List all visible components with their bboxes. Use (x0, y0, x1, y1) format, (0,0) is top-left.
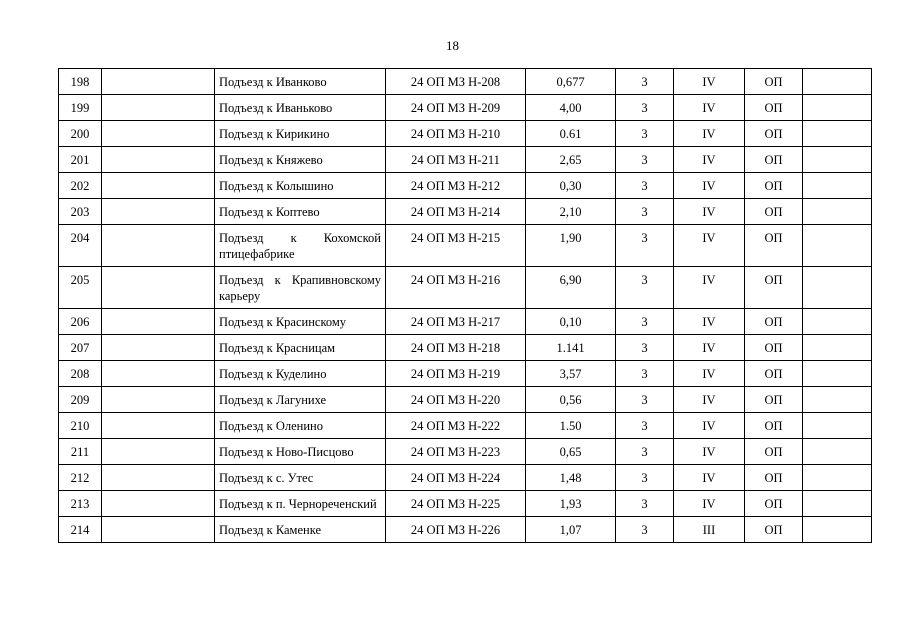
empty-cell (102, 147, 215, 173)
empty-cell (102, 465, 215, 491)
road-class: IV (674, 173, 745, 199)
empty-cell (102, 387, 215, 413)
road-code: 24 ОП МЗ Н-209 (386, 95, 526, 121)
road-significance: ОП (745, 517, 803, 543)
road-code: 24 ОП МЗ Н-219 (386, 361, 526, 387)
table-row (59, 173, 872, 199)
empty-cell (803, 335, 872, 361)
road-class: IV (674, 69, 745, 95)
row-number: 208 (59, 361, 102, 387)
empty-cell (102, 69, 215, 95)
road-class: IV (674, 121, 745, 147)
empty-cell (803, 95, 872, 121)
row-number: 199 (59, 95, 102, 121)
road-length: 1,07 (526, 517, 616, 543)
road-significance: ОП (745, 387, 803, 413)
empty-cell (102, 517, 215, 543)
road-code: 24 ОП МЗ Н-214 (386, 199, 526, 225)
road-category: 3 (616, 225, 674, 267)
table-row (59, 335, 872, 361)
row-number: 201 (59, 147, 102, 173)
road-class: IV (674, 361, 745, 387)
road-name: Подъезд к Крапивновскому карьеру (215, 267, 386, 309)
roads-table (58, 68, 872, 543)
road-category: 3 (616, 413, 674, 439)
road-class: IV (674, 309, 745, 335)
road-length: 6,90 (526, 267, 616, 309)
road-significance: ОП (745, 199, 803, 225)
road-name: Подъезд к Оленино (215, 413, 386, 439)
road-name: Подъезд к Иваньково (215, 95, 386, 121)
page-number: 18 (446, 38, 459, 53)
road-category: 3 (616, 361, 674, 387)
table-row (59, 361, 872, 387)
road-length: 1,93 (526, 491, 616, 517)
road-category: 3 (616, 387, 674, 413)
empty-cell (102, 225, 215, 267)
road-significance: ОП (745, 465, 803, 491)
row-number: 202 (59, 173, 102, 199)
empty-cell (102, 309, 215, 335)
road-code: 24 ОП МЗ Н-225 (386, 491, 526, 517)
road-significance: ОП (745, 147, 803, 173)
empty-cell (803, 199, 872, 225)
road-name: Подъезд к Куделино (215, 361, 386, 387)
empty-cell (102, 335, 215, 361)
row-number: 214 (59, 517, 102, 543)
road-code: 24 ОП МЗ Н-226 (386, 517, 526, 543)
row-number: 200 (59, 121, 102, 147)
road-name: Подъезд к Колышино (215, 173, 386, 199)
road-class: IV (674, 147, 745, 173)
road-category: 3 (616, 465, 674, 491)
road-length: 2,10 (526, 199, 616, 225)
table-row (59, 267, 872, 309)
road-code: 24 ОП МЗ Н-210 (386, 121, 526, 147)
road-code: 24 ОП МЗ Н-208 (386, 69, 526, 95)
road-category: 3 (616, 267, 674, 309)
table-row (59, 69, 872, 95)
empty-cell (102, 95, 215, 121)
empty-cell (803, 69, 872, 95)
road-class: III (674, 517, 745, 543)
table-body (59, 69, 872, 543)
road-class: IV (674, 413, 745, 439)
road-code: 24 ОП МЗ Н-218 (386, 335, 526, 361)
road-class: IV (674, 439, 745, 465)
road-class: IV (674, 95, 745, 121)
road-length: 0,65 (526, 439, 616, 465)
row-number: 209 (59, 387, 102, 413)
row-number: 212 (59, 465, 102, 491)
road-length: 1.141 (526, 335, 616, 361)
road-significance: ОП (745, 173, 803, 199)
road-significance: ОП (745, 225, 803, 267)
empty-cell (803, 309, 872, 335)
road-significance: ОП (745, 121, 803, 147)
empty-cell (803, 491, 872, 517)
road-name: Подъезд к Красницам (215, 335, 386, 361)
table-row (59, 387, 872, 413)
road-name: Подъезд к Коптево (215, 199, 386, 225)
row-number: 206 (59, 309, 102, 335)
road-code: 24 ОП МЗ Н-212 (386, 173, 526, 199)
table-row (59, 147, 872, 173)
road-category: 3 (616, 95, 674, 121)
road-significance: ОП (745, 309, 803, 335)
road-significance: ОП (745, 69, 803, 95)
road-length: 2,65 (526, 147, 616, 173)
road-significance: ОП (745, 335, 803, 361)
road-length: 0,56 (526, 387, 616, 413)
road-category: 3 (616, 491, 674, 517)
row-number: 213 (59, 491, 102, 517)
row-number: 198 (59, 69, 102, 95)
row-number: 203 (59, 199, 102, 225)
empty-cell (803, 225, 872, 267)
road-class: IV (674, 387, 745, 413)
road-name: Подъезд к Кирикино (215, 121, 386, 147)
road-category: 3 (616, 69, 674, 95)
road-significance: ОП (745, 267, 803, 309)
empty-cell (102, 413, 215, 439)
road-code: 24 ОП МЗ Н-222 (386, 413, 526, 439)
row-number: 207 (59, 335, 102, 361)
road-name: Подъезд к Иванково (215, 69, 386, 95)
empty-cell (803, 121, 872, 147)
empty-cell (803, 517, 872, 543)
road-code: 24 ОП МЗ Н-211 (386, 147, 526, 173)
table-row (59, 95, 872, 121)
road-length: 0.61 (526, 121, 616, 147)
empty-cell (803, 387, 872, 413)
road-name: Подъезд к с. Утес (215, 465, 386, 491)
empty-cell (102, 439, 215, 465)
table-row (59, 309, 872, 335)
empty-cell (102, 199, 215, 225)
road-name: Подъезд к Княжево (215, 147, 386, 173)
road-name: Подъезд к Каменке (215, 517, 386, 543)
road-significance: ОП (745, 439, 803, 465)
table-row (59, 517, 872, 543)
empty-cell (803, 173, 872, 199)
empty-cell (803, 147, 872, 173)
empty-cell (102, 491, 215, 517)
road-category: 3 (616, 173, 674, 199)
row-number: 210 (59, 413, 102, 439)
road-category: 3 (616, 147, 674, 173)
road-class: IV (674, 491, 745, 517)
road-significance: ОП (745, 491, 803, 517)
table-row (59, 491, 872, 517)
road-code: 24 ОП МЗ Н-215 (386, 225, 526, 267)
table-row (59, 199, 872, 225)
road-name: Подъезд к Кохомской птицефабрике (215, 225, 386, 267)
row-number: 205 (59, 267, 102, 309)
row-number: 204 (59, 225, 102, 267)
road-significance: ОП (745, 361, 803, 387)
empty-cell (803, 267, 872, 309)
table-row (59, 413, 872, 439)
row-number: 211 (59, 439, 102, 465)
road-name: Подъезд к п. Чернореченский (215, 491, 386, 517)
road-length: 1,90 (526, 225, 616, 267)
road-significance: ОП (745, 413, 803, 439)
road-class: IV (674, 267, 745, 309)
road-name: Подъезд к Лагунихе (215, 387, 386, 413)
road-name: Подъезд к Красинскому (215, 309, 386, 335)
road-code: 24 ОП МЗ Н-216 (386, 267, 526, 309)
empty-cell (102, 121, 215, 147)
table-row (59, 225, 872, 267)
road-name: Подъезд к Ново-Писцово (215, 439, 386, 465)
empty-cell (803, 439, 872, 465)
empty-cell (803, 465, 872, 491)
road-significance: ОП (745, 95, 803, 121)
empty-cell (102, 173, 215, 199)
road-code: 24 ОП МЗ Н-217 (386, 309, 526, 335)
road-code: 24 ОП МЗ Н-223 (386, 439, 526, 465)
road-class: IV (674, 225, 745, 267)
empty-cell (803, 361, 872, 387)
empty-cell (102, 361, 215, 387)
road-length: 1.50 (526, 413, 616, 439)
table-row (59, 465, 872, 491)
road-length: 3,57 (526, 361, 616, 387)
road-length: 0,30 (526, 173, 616, 199)
road-length: 1,48 (526, 465, 616, 491)
road-category: 3 (616, 309, 674, 335)
road-length: 4,00 (526, 95, 616, 121)
road-category: 3 (616, 199, 674, 225)
road-class: IV (674, 199, 745, 225)
road-category: 3 (616, 439, 674, 465)
road-length: 0,10 (526, 309, 616, 335)
road-class: IV (674, 335, 745, 361)
table-row (59, 439, 872, 465)
road-code: 24 ОП МЗ Н-224 (386, 465, 526, 491)
road-category: 3 (616, 121, 674, 147)
road-category: 3 (616, 517, 674, 543)
table-row (59, 121, 872, 147)
road-length: 0,677 (526, 69, 616, 95)
empty-cell (102, 267, 215, 309)
road-category: 3 (616, 335, 674, 361)
empty-cell (803, 413, 872, 439)
road-code: 24 ОП МЗ Н-220 (386, 387, 526, 413)
road-class: IV (674, 465, 745, 491)
